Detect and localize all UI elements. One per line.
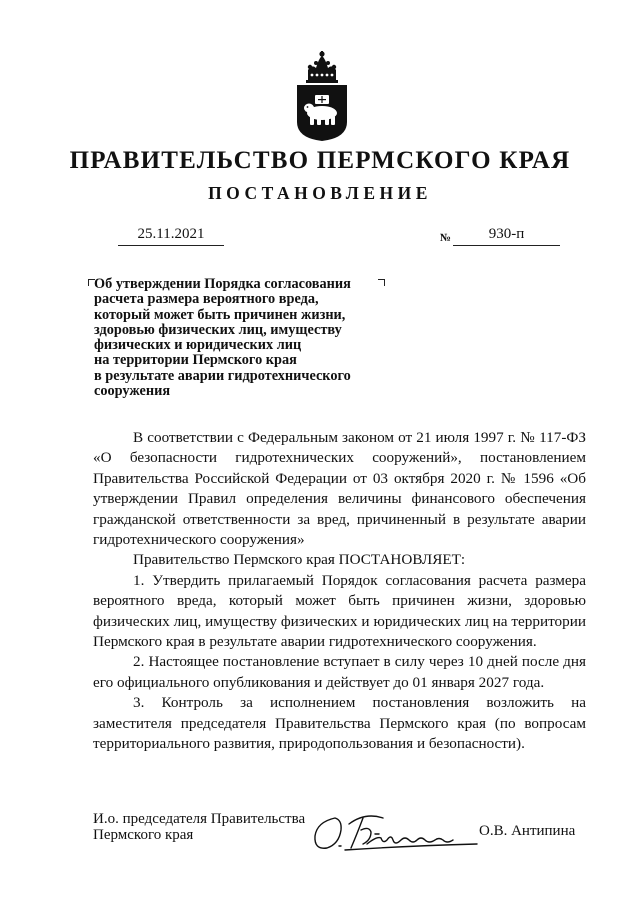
subject-line: на территории Пермского края — [94, 352, 297, 369]
document-body — [93, 428, 586, 755]
document-date: 25.11.2021 — [118, 226, 224, 246]
item-1-paragraph: 1. Утвердить прилагаемый Порядок согласования расчета размера вероятного вреда, который может быть причинен жизни, здоровью физических лиц, имуществу физических и юридических лиц на территории Пермского края в результате аварии гидротехнического сооружения. — [93, 571, 586, 651]
subject-line: расчета размера вероятного вреда, — [94, 291, 319, 308]
document-number: 930-п — [453, 226, 560, 246]
resolves-paragraph: Правительство Пермского края ПОСТАНОВЛЯЕТ: — [133, 551, 466, 569]
subject-line: здоровью физических лиц, имуществу — [94, 321, 342, 338]
preamble-paragraph: В соответствии с Федеральным законом от 21 июля 1997 г. № 117-ФЗ «О безопасности гидротехнических сооружений», постановлением Правительства Российской Федерации от 03 октября 2020 г. № 1596 «Об утверждении Правил определения величины финансового обеспечения гражданской ответственности за вред, причиненный в результате аварии гидротехнического сооружения» — [93, 429, 586, 549]
subject-line: Об утверждении Порядка согласования — [94, 276, 351, 292]
signatory-position — [93, 811, 305, 843]
government-title: ПРАВИТЕЛЬСТВО ПЕРМСКОГО КРАЯ — [69, 147, 571, 174]
item-2-paragraph: 2. Настоящее постановление вступает в силу через 10 дней после дня его официального опубликования и действует до 01 января 2027 года. — [93, 653, 586, 691]
subject-line: сооружения — [94, 383, 171, 400]
subject-line: который может быть причинен жизни, — [94, 306, 346, 323]
subject-line: физических и юридических лиц — [94, 337, 302, 354]
number-sign: № — [440, 232, 452, 244]
coat-of-arms-emblem — [294, 50, 350, 142]
document-type: ПОСТАНОВЛЕНИЕ — [208, 183, 432, 203]
document-subject — [94, 277, 384, 399]
handwritten-signature — [305, 800, 485, 860]
document-number-field — [440, 226, 560, 246]
document-date-field — [118, 226, 224, 246]
signatory-name: О.В. Антипина — [479, 823, 576, 839]
subject-line: в результате аварии гидротехнического — [94, 367, 351, 384]
item-3-paragraph: 3. Контроль за исполнением постановления возложить на заместителя председателя Правительства Пермского края (по вопросам территориального развития, природопользования и безопасности). — [93, 694, 586, 753]
signatory-position-line: И.о. председателя Правительства — [93, 811, 306, 827]
signatory-position-line: Пермского края — [93, 827, 194, 843]
